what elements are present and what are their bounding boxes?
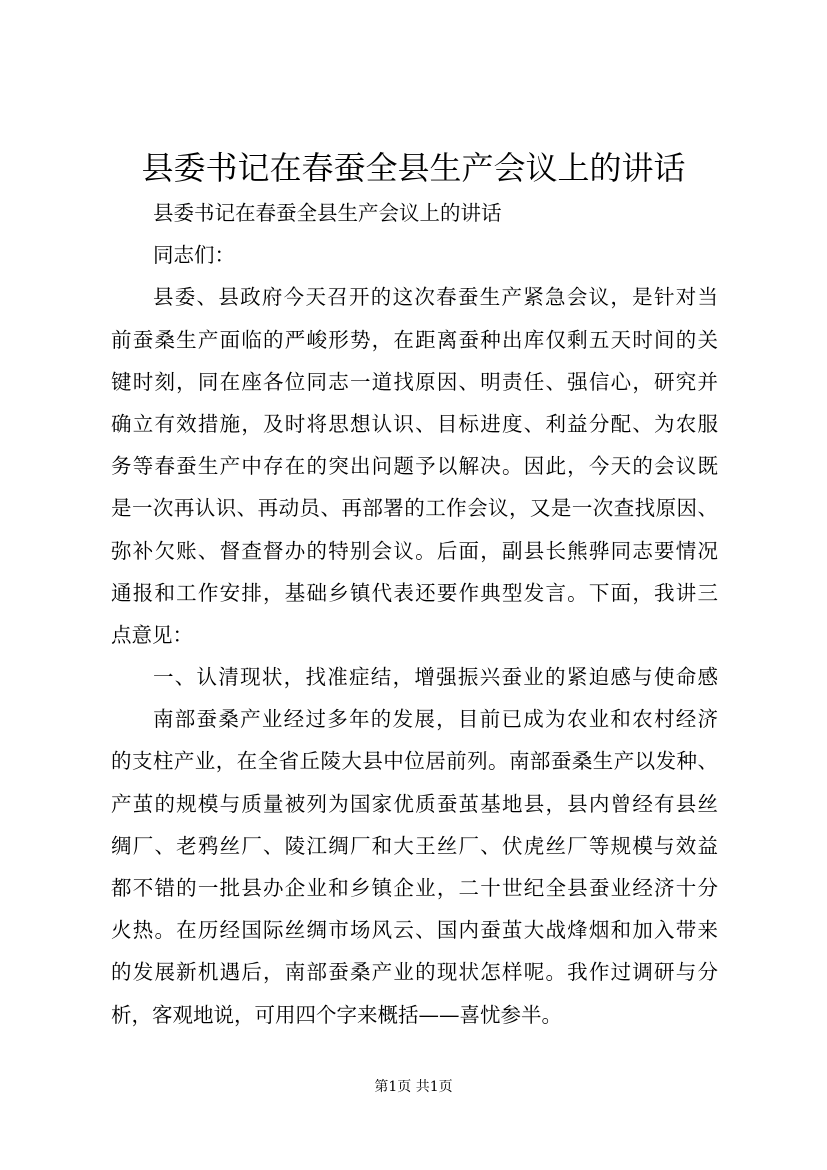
- document-body: [111, 192, 718, 1036]
- text-line: 县委书记在春蚕全县生产会议上的讲话: [153, 201, 502, 225]
- text-line: 县委、县政府今天召开的这次春蚕生产紧急会议，是针对当: [153, 285, 718, 310]
- text-line: 是一次再认识、再动员、再部署的工作会议，又是一次查找原因、: [111, 496, 718, 521]
- text-line: 火热。在历经国际丝绸市场风云、国内蚕茧大战烽烟和加入带来: [111, 918, 718, 943]
- text-line: 的发展新机遇后，南部蚕桑产业的现状怎样呢。我作过调研与分: [111, 960, 718, 985]
- text-line: 产茧的规模与质量被列为国家优质蚕茧基地县，县内曾经有县丝: [111, 791, 718, 816]
- text-line: 前蚕桑生产面临的严峻形势，在距离蚕种出库仅剩五天时间的关: [111, 327, 718, 352]
- text-line: 通报和工作安排，基础乡镇代表还要作典型发言。下面，我讲三: [111, 580, 718, 605]
- document-title: 县委书记在春蚕全县生产会议上的讲话: [141, 149, 686, 187]
- text-line: 键时刻，同在座各位同志一道找原因、明责任、强信心，研究并: [111, 369, 718, 394]
- text-line: 弥补欠账、督查督办的特别会议。后面，副县长熊骅同志要情况: [111, 538, 718, 563]
- text-line: 确立有效措施，及时将思想认识、目标进度、利益分配、为农服: [111, 411, 718, 436]
- page-footer: 第1页 共1页: [374, 1079, 453, 1095]
- text-line: 点意见：: [111, 622, 193, 647]
- text-line: 析，客观地说，可用四个字来概括——喜忧参半。: [111, 1002, 562, 1027]
- text-line: 南部蚕桑产业经过多年的发展，目前已成为农业和农村经济: [153, 707, 718, 732]
- text-line: 一、认清现状，找准症结，增强振兴蚕业的紧迫感与使命感: [153, 665, 718, 690]
- text-line: 的支柱产业，在全省丘陵大县中位居前列。南部蚕桑生产以发种、: [111, 749, 718, 774]
- text-line: 同志们：: [153, 243, 235, 268]
- text-line: 绸厂、老鸦丝厂、陵江绸厂和大王丝厂、伏虎丝厂等规模与效益: [111, 833, 718, 858]
- text-line: 都不错的一批县办企业和乡镇企业，二十世纪全县蚕业经济十分: [111, 876, 718, 900]
- text-line: 务等春蚕生产中存在的突出问题予以解决。因此，今天的会议既: [111, 454, 718, 479]
